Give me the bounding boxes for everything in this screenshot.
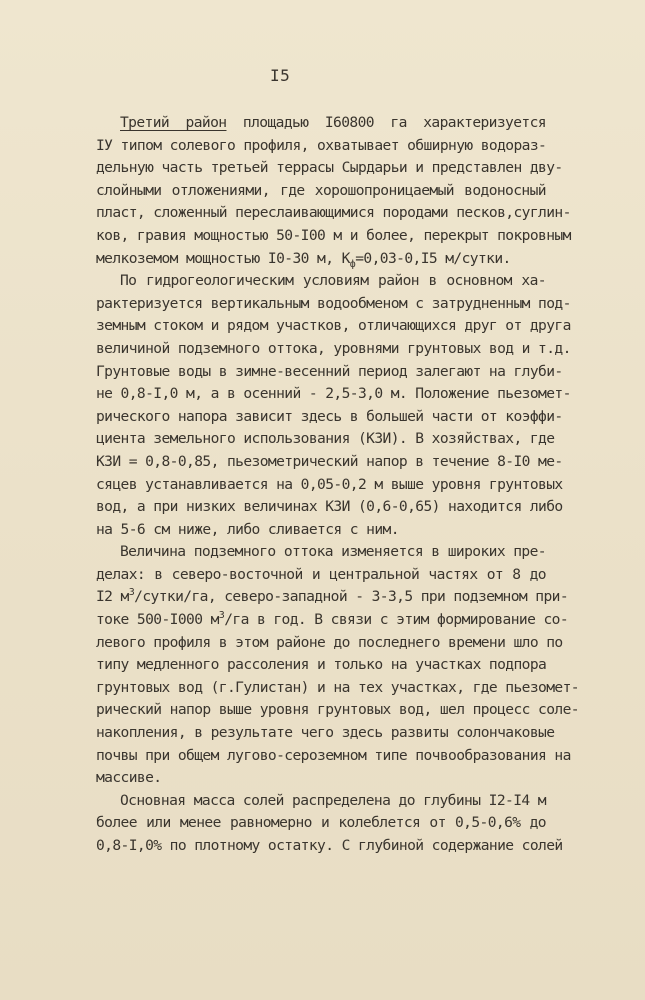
text-line: слойными отложениями, где хорошопроницаемый водоносный bbox=[96, 181, 546, 199]
text-line bbox=[96, 586, 569, 609]
text-line bbox=[96, 248, 546, 271]
text-line: величиной подземного оттока, уровнями грунтовых вод и т.д. bbox=[96, 339, 571, 357]
text-segment: =0,03-0,I5 м/сутки. bbox=[355, 249, 511, 267]
text-line: рактеризуется вертикальным водообменом с затрудненным под- bbox=[96, 294, 571, 312]
text-line: почвы при общем лугово-сероземном типе почвообразования на bbox=[96, 746, 571, 764]
superscript: 3 bbox=[128, 587, 135, 599]
superscript: 3 bbox=[218, 610, 225, 622]
text-line: типу медленного рассоления и только на участках подпора bbox=[96, 656, 547, 674]
text-segment: I2 м bbox=[96, 588, 129, 606]
text-line: дельную часть третьей террасы Сырдарьи и представлен дву- bbox=[96, 159, 563, 177]
section-heading: Третий район bbox=[120, 114, 227, 131]
text-line: Основная масса солей распределена до глубины I2-I4 м bbox=[120, 791, 546, 809]
text-line: IУ типом солевого профиля, охватывает обширную водораз- bbox=[96, 136, 547, 154]
subscript: ф bbox=[349, 258, 356, 270]
text-line bbox=[96, 112, 546, 135]
body-text bbox=[96, 112, 579, 858]
text-line: сяцев устанавливается на 0,05-0,2 м выше уровня грунтовых bbox=[96, 475, 563, 493]
text-line: на 5-6 см ниже, либо сливается с ним. bbox=[96, 520, 399, 538]
text-line: не 0,8-I,0 м, а в осенний - 2,5-3,0 м. Положение пьезомет- bbox=[96, 385, 571, 403]
text-line: рический напор выше уровня грунтовых вод, шел процесс соле- bbox=[96, 701, 579, 719]
text-line: Грунтовые воды в зимне-весенний период залегают на глуби- bbox=[96, 362, 563, 380]
text-segment: мелкоземом мощностью I0-30 м, К bbox=[96, 249, 350, 267]
text-line: накопления, в результате чего здесь развиты солончаковые bbox=[96, 724, 555, 742]
text-line: циента земельного использования (КЗИ). В хозяйствах, где bbox=[96, 430, 555, 448]
text-line: Величина подземного оттока изменяется в широких пре- bbox=[120, 543, 546, 561]
text-line: 0,8-I,0% по плотному остатку. С глубиной содержание солей bbox=[96, 837, 563, 854]
page-number: I5 bbox=[270, 66, 291, 85]
text-line: вод, а при низких величинах КЗИ (0,6-0,65) находится либо bbox=[96, 498, 563, 516]
text-line: левого профиля в этом районе до последнего времени шло по bbox=[96, 633, 563, 651]
text-line bbox=[96, 609, 569, 632]
text-line: КЗИ = 0,8-0,85, пьезометрический напор в течение 8-I0 ме- bbox=[96, 452, 563, 470]
text-line: По гидрогеологическим условиям район в основном ха- bbox=[120, 272, 546, 290]
text-line: ков, гравия мощностью 50-I00 м и более, перекрыт покровным bbox=[96, 226, 571, 244]
text-line: земным стоком и рядом участков, отличающихся друг от друга bbox=[96, 317, 571, 335]
text-segment: площадью I60800 га характеризуется bbox=[226, 114, 546, 131]
text-line: более или менее равномерно и колеблется от 0,5-0,6% до bbox=[96, 814, 546, 832]
text-segment: /сутки/га, северо-западной - 3-3,5 при подземном при- bbox=[134, 588, 569, 606]
text-segment: токе 500-I000 м bbox=[96, 611, 219, 629]
text-line: делах: в северо-восточной и центральной частях от 8 до bbox=[96, 565, 546, 583]
text-line: рического напора зависит здесь в большей части от коэффи- bbox=[96, 407, 563, 425]
text-segment: /га в год. В связи с этим формирование со- bbox=[224, 611, 569, 629]
text-line: массиве. bbox=[96, 769, 162, 787]
text-line: грунтовых вод (г.Гулистан) и на тех участках, где пьезомет- bbox=[96, 678, 579, 696]
text-line: пласт, сложенный переслаивающимися породами песков,суглин- bbox=[96, 204, 571, 222]
